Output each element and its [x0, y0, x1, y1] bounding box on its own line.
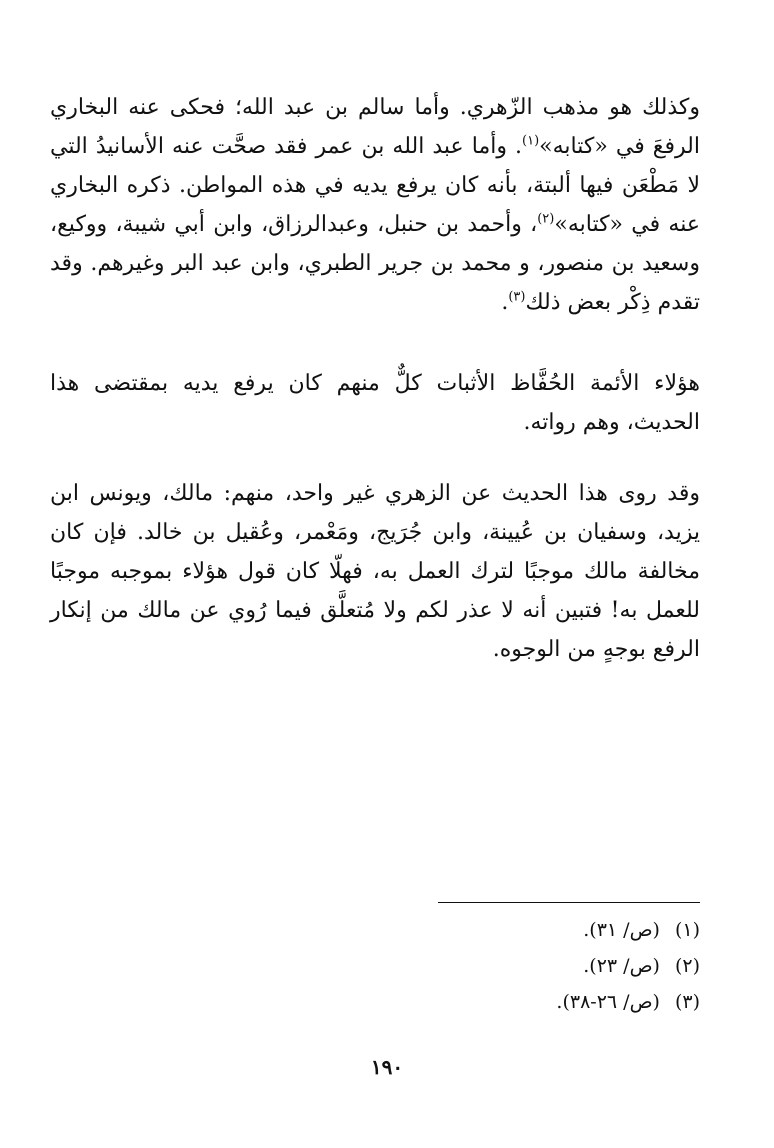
footnote-text: (ص/ ٢٦-٣٨). — [556, 991, 660, 1013]
footnote-ref-1: (١) — [522, 133, 540, 149]
paragraph-segment: . وأما عبد الله بن عمر فقد صحَّت عنه الأسانيدُ التي لا مَطْعَن فيها ألبتة، بأنه كان يرفع يديه في هذه المواطن. ذكره البخاري عنه في «كتابه» — [50, 134, 700, 237]
footnote-number: (٢) — [674, 955, 700, 977]
footnote-3 — [380, 984, 700, 1020]
paragraph-text — [50, 88, 700, 322]
footnote-divider — [438, 902, 700, 903]
footnote-number: (٣) — [674, 991, 700, 1013]
footnote-ref-3: (٣) — [508, 289, 526, 305]
paragraph-text: وقد روى هذا الحديث عن الزهري غير واحد، منهم: مالك، ويونس ابن يزيد، وسفيان بن عُيينة، وابن جُرَيج، ومَعْمر، وعُقيل بن خالد. فإن كان مخالفة مالك موجبًا لترك العمل به، فهلّا كان قول هؤلاء بموجبه موجبًا للعمل به! فتبين أنه لا عذر لكم ولا مُتعلَّق فيما رُوي عن مالك من إنكار الرفع بوجهٍ من الوجوه. — [50, 481, 700, 662]
page-number: ١٩٠ — [370, 1055, 404, 1079]
footnote-text: (ص/ ٢٣). — [583, 955, 660, 977]
paragraph-text: هؤلاء الأئمة الحُفَّاظ الأثبات كلٌّ منهم كان يرفع يديه بمقتضى هذا الحديث، وهم رواته. — [50, 371, 700, 435]
footnotes — [380, 912, 700, 1020]
paragraph-segment: وكذلك هو مذهب الزّهري. وأما سالم بن عبد الله؛ فحكى عنه البخاري الرفعَ في «كتابه» — [50, 95, 700, 159]
footnote-text: (ص/ ٣١). — [583, 919, 660, 941]
footnote-2 — [380, 948, 700, 984]
footnote-1 — [380, 912, 700, 948]
body-paragraph-3 — [50, 474, 700, 669]
paragraph-segment: ، وأحمد بن حنبل، وعبدالرزاق، وابن أبي شيبة، ووكيع، وسعيد بن منصور، و محمد بن جرير الطبري، وابن عبد البر وغيرهم. وقد تقدم ذِكْر بعض ذلك — [50, 212, 700, 315]
body-paragraph-2 — [50, 364, 700, 442]
footnote-number: (١) — [674, 919, 700, 941]
body-paragraph-1 — [50, 88, 700, 322]
paragraph-segment: . — [501, 290, 509, 315]
footnote-ref-2: (٢) — [537, 211, 555, 227]
